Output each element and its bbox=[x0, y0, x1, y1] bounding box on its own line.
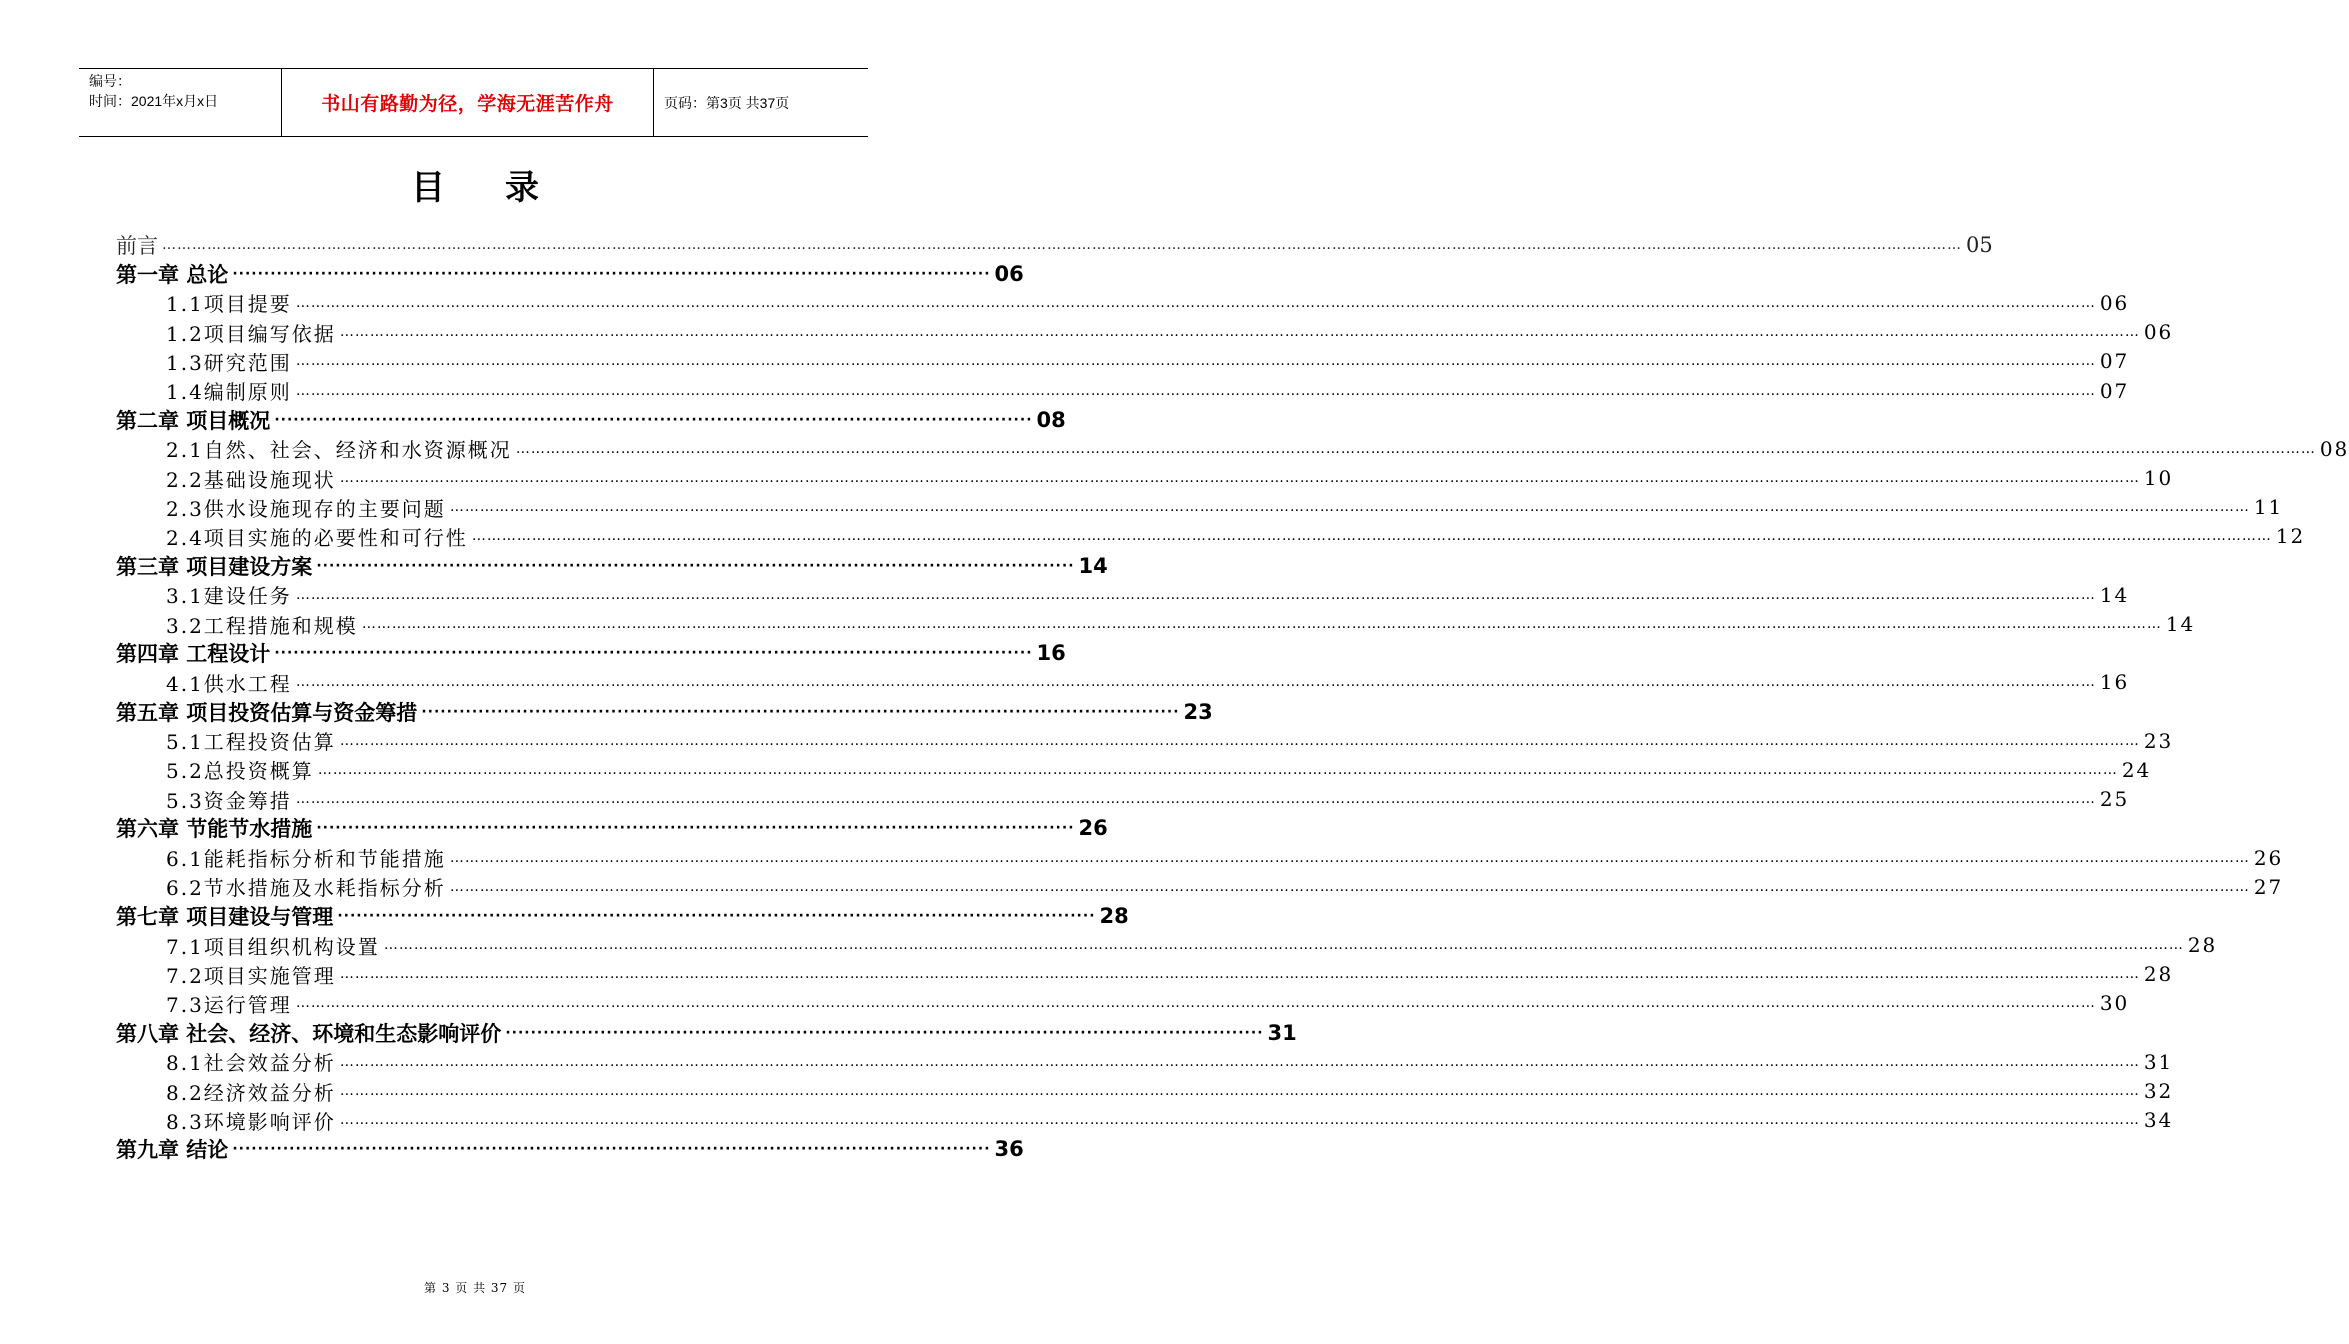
toc-entry-label: 7.3运行管理 bbox=[166, 992, 292, 1017]
toc-page-number: 06 bbox=[994, 261, 1024, 286]
toc-dot-leader: ……………………………………………………………………………………………………………………………………………………………………………………………………………………………………………………………………………………………………………………………… bbox=[295, 382, 2096, 399]
toc-chapter-entry[interactable] bbox=[0, 1018, 1297, 1047]
toc-chapter-entry[interactable] bbox=[0, 551, 1108, 580]
toc-page-number: 08 bbox=[2319, 436, 2349, 461]
toc-entry-label: 第一章 总论 bbox=[116, 262, 229, 287]
toc-entry-label: 2.2基础设施现状 bbox=[166, 467, 336, 492]
toc-section-entry[interactable] bbox=[0, 464, 2174, 493]
toc-entry-label: 2.4项目实施的必要性和可行性 bbox=[166, 525, 468, 550]
toc-section-entry[interactable] bbox=[0, 872, 2284, 901]
toc-page-number: 23 bbox=[1183, 699, 1213, 724]
toc-page-number: 14 bbox=[1078, 553, 1108, 578]
toc-dot-leader: ……………………………………………………………………………………………………………………………………………………………………………………………………………………………………………………………………………………………………………………………… bbox=[295, 586, 2096, 603]
toc-entry-label: 5.3资金筹措 bbox=[166, 788, 292, 813]
toc-entry-label: 5.2总投资概算 bbox=[166, 759, 314, 784]
toc-entry-label: 第二章 项目概况 bbox=[116, 408, 271, 433]
toc-entry-label: 第九章 结论 bbox=[116, 1138, 229, 1163]
toc-page-number: 07 bbox=[2099, 378, 2130, 403]
toc-page-number: 14 bbox=[2165, 612, 2196, 637]
toc-dot-leader: ························································································································ bbox=[316, 557, 1075, 574]
toc-dot-leader: ……………………………………………………………………………………………………………………………………………………………………………………………………………………………………………………………………………………………………………………………… bbox=[339, 732, 2140, 749]
toc-dot-leader: ……………………………………………………………………………………………………………………………………………………………………………………………………………………………………………………………………………………………………………………………… bbox=[339, 470, 2140, 487]
toc-section-entry[interactable] bbox=[0, 376, 2130, 405]
toc-dot-leader: ……………………………………………………………………………………………………………………………………………………………………………………………………………………………………………………………………………………………………………………………… bbox=[449, 849, 2250, 866]
toc-page-number: 28 bbox=[1099, 903, 1129, 928]
toc-section-entry[interactable] bbox=[0, 609, 2196, 638]
toc-section-entry[interactable] bbox=[0, 347, 2130, 376]
toc-page-number: 31 bbox=[2143, 1049, 2174, 1074]
toc-section-entry[interactable] bbox=[0, 668, 2130, 697]
toc-section-entry[interactable] bbox=[0, 318, 2174, 347]
toc-entry-label: 1.3研究范围 bbox=[166, 350, 292, 375]
toc-dot-leader: ……………………………………………………………………………………………………………………………………………………………………………………………………………………………………………………………………………………………………………………………… bbox=[317, 761, 2118, 778]
toc-section-entry[interactable] bbox=[0, 434, 2349, 463]
toc-dot-leader: ……………………………………………………………………………………………………………………………………………………………………………………………………………………………………………………………………………………………………………………………… bbox=[295, 995, 2096, 1012]
toc-page-number: 06 bbox=[2143, 320, 2174, 345]
toc-page-number: 28 bbox=[2187, 933, 2218, 958]
toc-entry-label: 1.4编制原则 bbox=[166, 380, 292, 405]
toc-entry-label: 3.1建设任务 bbox=[166, 584, 292, 609]
toc-dot-leader: ························································································································ bbox=[337, 907, 1096, 924]
toc-section-entry[interactable] bbox=[0, 1076, 2174, 1105]
toc-section-entry[interactable] bbox=[0, 931, 2218, 960]
header-meta bbox=[79, 69, 282, 136]
toc-entry-label: 第六章 节能节水措施 bbox=[116, 817, 313, 842]
toc-dot-leader: ……………………………………………………………………………………………………………………………………………………………………………………………………………………………………………………………………………………………………………………………… bbox=[339, 1053, 2140, 1070]
header-motto: 书山有路勤为径，学海无涯苦作舟 bbox=[282, 69, 654, 136]
toc-dot-leader: ························································································································ bbox=[274, 411, 1033, 428]
toc-entry-label: 6.2节水措施及水耗指标分析 bbox=[166, 876, 446, 901]
toc-page-number: 12 bbox=[2275, 524, 2306, 549]
toc-dot-leader: ……………………………………………………………………………………………………………………………………………………………………………………………………………………………………………………………………………………………………………………………… bbox=[361, 616, 2162, 633]
toc-entry-label: 第四章 工程设计 bbox=[116, 642, 271, 667]
toc-chapter-entry[interactable] bbox=[0, 259, 1024, 288]
toc-dot-leader: ……………………………………………………………………………………………………………………………………………………………………………………………………………………………………………………………………………………………………………………………… bbox=[515, 440, 2316, 457]
toc-page-number: 30 bbox=[2099, 991, 2130, 1016]
toc-entry-label: 1.2项目编写依据 bbox=[166, 321, 336, 346]
toc-page-number: 25 bbox=[2099, 787, 2130, 812]
toc-entry-label: 3.2工程措施和规模 bbox=[166, 613, 358, 638]
toc-dot-leader: ……………………………………………………………………………………………………………………………………………………………………………………………………………………………………………………………………………………………………………………………… bbox=[449, 499, 2250, 516]
toc-dot-leader: ……………………………………………………………………………………………………………………………………………………………………………………………………………………………………………………………………………………………………………………………… bbox=[295, 791, 2096, 808]
toc-entry-label: 8.1社会效益分析 bbox=[166, 1051, 336, 1076]
toc-entry-label: 8.3环境影响评价 bbox=[166, 1109, 336, 1134]
toc-entry-label: 1.1项目提要 bbox=[166, 292, 292, 317]
toc-entry-label: 2.3供水设施现存的主要问题 bbox=[166, 496, 446, 521]
toc-dot-leader: ························································································································ bbox=[232, 265, 991, 282]
toc-section-entry[interactable] bbox=[0, 989, 2130, 1018]
table-of-contents bbox=[0, 230, 2349, 1164]
toc-page-number: 31 bbox=[1267, 1020, 1297, 1045]
toc-page-number: 27 bbox=[2253, 874, 2284, 899]
toc-section-entry[interactable] bbox=[0, 522, 2306, 551]
toc-entry-label: 7.1项目组织机构设置 bbox=[166, 934, 380, 959]
toc-entry-label: 第八章 社会、经济、环境和生态影响评价 bbox=[116, 1021, 502, 1046]
toc-dot-leader: ……………………………………………………………………………………………………………………………………………………………………………………………………………………………………………………………………………………………………………………………… bbox=[383, 937, 2184, 954]
toc-entry-label: 第三章 项目建设方案 bbox=[116, 554, 313, 579]
toc-entry-label: 8.2经济效益分析 bbox=[166, 1080, 336, 1105]
toc-dot-leader: ························································································································ bbox=[274, 645, 1033, 662]
document-number-label: 编号： bbox=[89, 73, 131, 89]
toc-chapter-entry[interactable] bbox=[0, 901, 1129, 930]
toc-entry[interactable] bbox=[0, 230, 1993, 259]
toc-dot-leader: ……………………………………………………………………………………………………………………………………………………………………………………………………………………………………………………………………………………………………………………………… bbox=[339, 324, 2140, 341]
toc-section-entry[interactable] bbox=[0, 960, 2174, 989]
toc-dot-leader: ……………………………………………………………………………………………………………………………………………………………………………………………………………………………………………………………………………………………………………………………… bbox=[339, 966, 2140, 983]
toc-dot-leader: ……………………………………………………………………………………………………………………………………………………………………………………………………………………………………………………………………………………………………………………………… bbox=[162, 236, 1962, 253]
toc-entry-label: 第五章 项目投资估算与资金筹措 bbox=[116, 700, 418, 725]
toc-entry-label: 2.1自然、社会、经济和水资源概况 bbox=[166, 438, 512, 463]
toc-page-number: 24 bbox=[2121, 757, 2152, 782]
toc-entry-label: 4.1供水工程 bbox=[166, 671, 292, 696]
toc-page-number: 36 bbox=[994, 1137, 1024, 1162]
toc-section-entry[interactable] bbox=[0, 580, 2130, 609]
toc-section-entry[interactable] bbox=[0, 288, 2130, 317]
toc-dot-leader: ························································································································ bbox=[232, 1141, 991, 1158]
toc-chapter-entry[interactable] bbox=[0, 1135, 1024, 1164]
toc-page-number: 34 bbox=[2143, 1108, 2174, 1133]
toc-dot-leader: ……………………………………………………………………………………………………………………………………………………………………………………………………………………………………………………………………………………………………………………………… bbox=[449, 878, 2250, 895]
toc-page-number: 06 bbox=[2099, 290, 2130, 315]
toc-section-entry[interactable] bbox=[0, 755, 2152, 784]
toc-section-entry[interactable] bbox=[0, 843, 2284, 872]
toc-dot-leader: ························································································································ bbox=[421, 703, 1180, 720]
toc-page-number: 05 bbox=[1966, 232, 1993, 257]
toc-dot-leader: ……………………………………………………………………………………………………………………………………………………………………………………………………………………………………………………………………………………………………………………………… bbox=[295, 294, 2096, 311]
toc-section-entry[interactable] bbox=[0, 785, 2130, 814]
page-header bbox=[79, 68, 868, 137]
toc-section-entry[interactable] bbox=[0, 1047, 2174, 1076]
page-title: 目录 bbox=[411, 168, 599, 208]
toc-page-number: 07 bbox=[2099, 349, 2130, 374]
toc-dot-leader: ……………………………………………………………………………………………………………………………………………………………………………………………………………………………………………………………………………………………………………………………… bbox=[339, 1083, 2140, 1100]
toc-section-entry[interactable] bbox=[0, 493, 2284, 522]
toc-page-number: 16 bbox=[1036, 641, 1066, 666]
header-page-info: 页码：第3页 共37页 bbox=[664, 94, 790, 111]
toc-page-number: 26 bbox=[1078, 816, 1108, 841]
toc-page-number: 26 bbox=[2253, 845, 2284, 870]
toc-dot-leader: ……………………………………………………………………………………………………………………………………………………………………………………………………………………………………………………………………………………………………………………………… bbox=[295, 674, 2096, 691]
toc-dot-leader: ……………………………………………………………………………………………………………………………………………………………………………………………………………………………………………………………………………………………………………………………… bbox=[471, 528, 2272, 545]
toc-section-entry[interactable] bbox=[0, 726, 2174, 755]
page-footer: 第 3 页 共 37 页 bbox=[424, 1281, 526, 1295]
toc-chapter-entry[interactable] bbox=[0, 697, 1213, 726]
toc-dot-leader: ……………………………………………………………………………………………………………………………………………………………………………………………………………………………………………………………………………………………………………………………… bbox=[339, 1112, 2140, 1129]
toc-dot-leader: ……………………………………………………………………………………………………………………………………………………………………………………………………………………………………………………………………………………………………………………………… bbox=[295, 353, 2096, 370]
toc-page-number: 28 bbox=[2143, 962, 2174, 987]
toc-chapter-entry[interactable] bbox=[0, 814, 1108, 843]
toc-dot-leader: ························································································································ bbox=[316, 820, 1075, 837]
toc-page-number: 32 bbox=[2143, 1079, 2174, 1104]
toc-entry-label: 第七章 项目建设与管理 bbox=[116, 904, 334, 929]
toc-page-number: 14 bbox=[2099, 582, 2130, 607]
toc-page-number: 10 bbox=[2143, 466, 2174, 491]
toc-entry-label: 前言 bbox=[116, 233, 158, 258]
toc-page-number: 08 bbox=[1036, 407, 1066, 432]
document-time-label: 时间：2021年x月x日 bbox=[89, 93, 219, 109]
toc-entry-label: 7.2项目实施管理 bbox=[166, 963, 336, 988]
toc-chapter-entry[interactable] bbox=[0, 639, 1066, 668]
toc-page-number: 16 bbox=[2099, 670, 2130, 695]
toc-page-number: 23 bbox=[2143, 728, 2174, 753]
toc-entry-label: 5.1工程投资估算 bbox=[166, 730, 336, 755]
toc-dot-leader: ························································································································ bbox=[505, 1024, 1264, 1041]
toc-chapter-entry[interactable] bbox=[0, 405, 1066, 434]
toc-entry-label: 6.1能耗指标分析和节能措施 bbox=[166, 847, 446, 872]
toc-section-entry[interactable] bbox=[0, 1106, 2174, 1135]
toc-page-number: 11 bbox=[2253, 495, 2284, 520]
